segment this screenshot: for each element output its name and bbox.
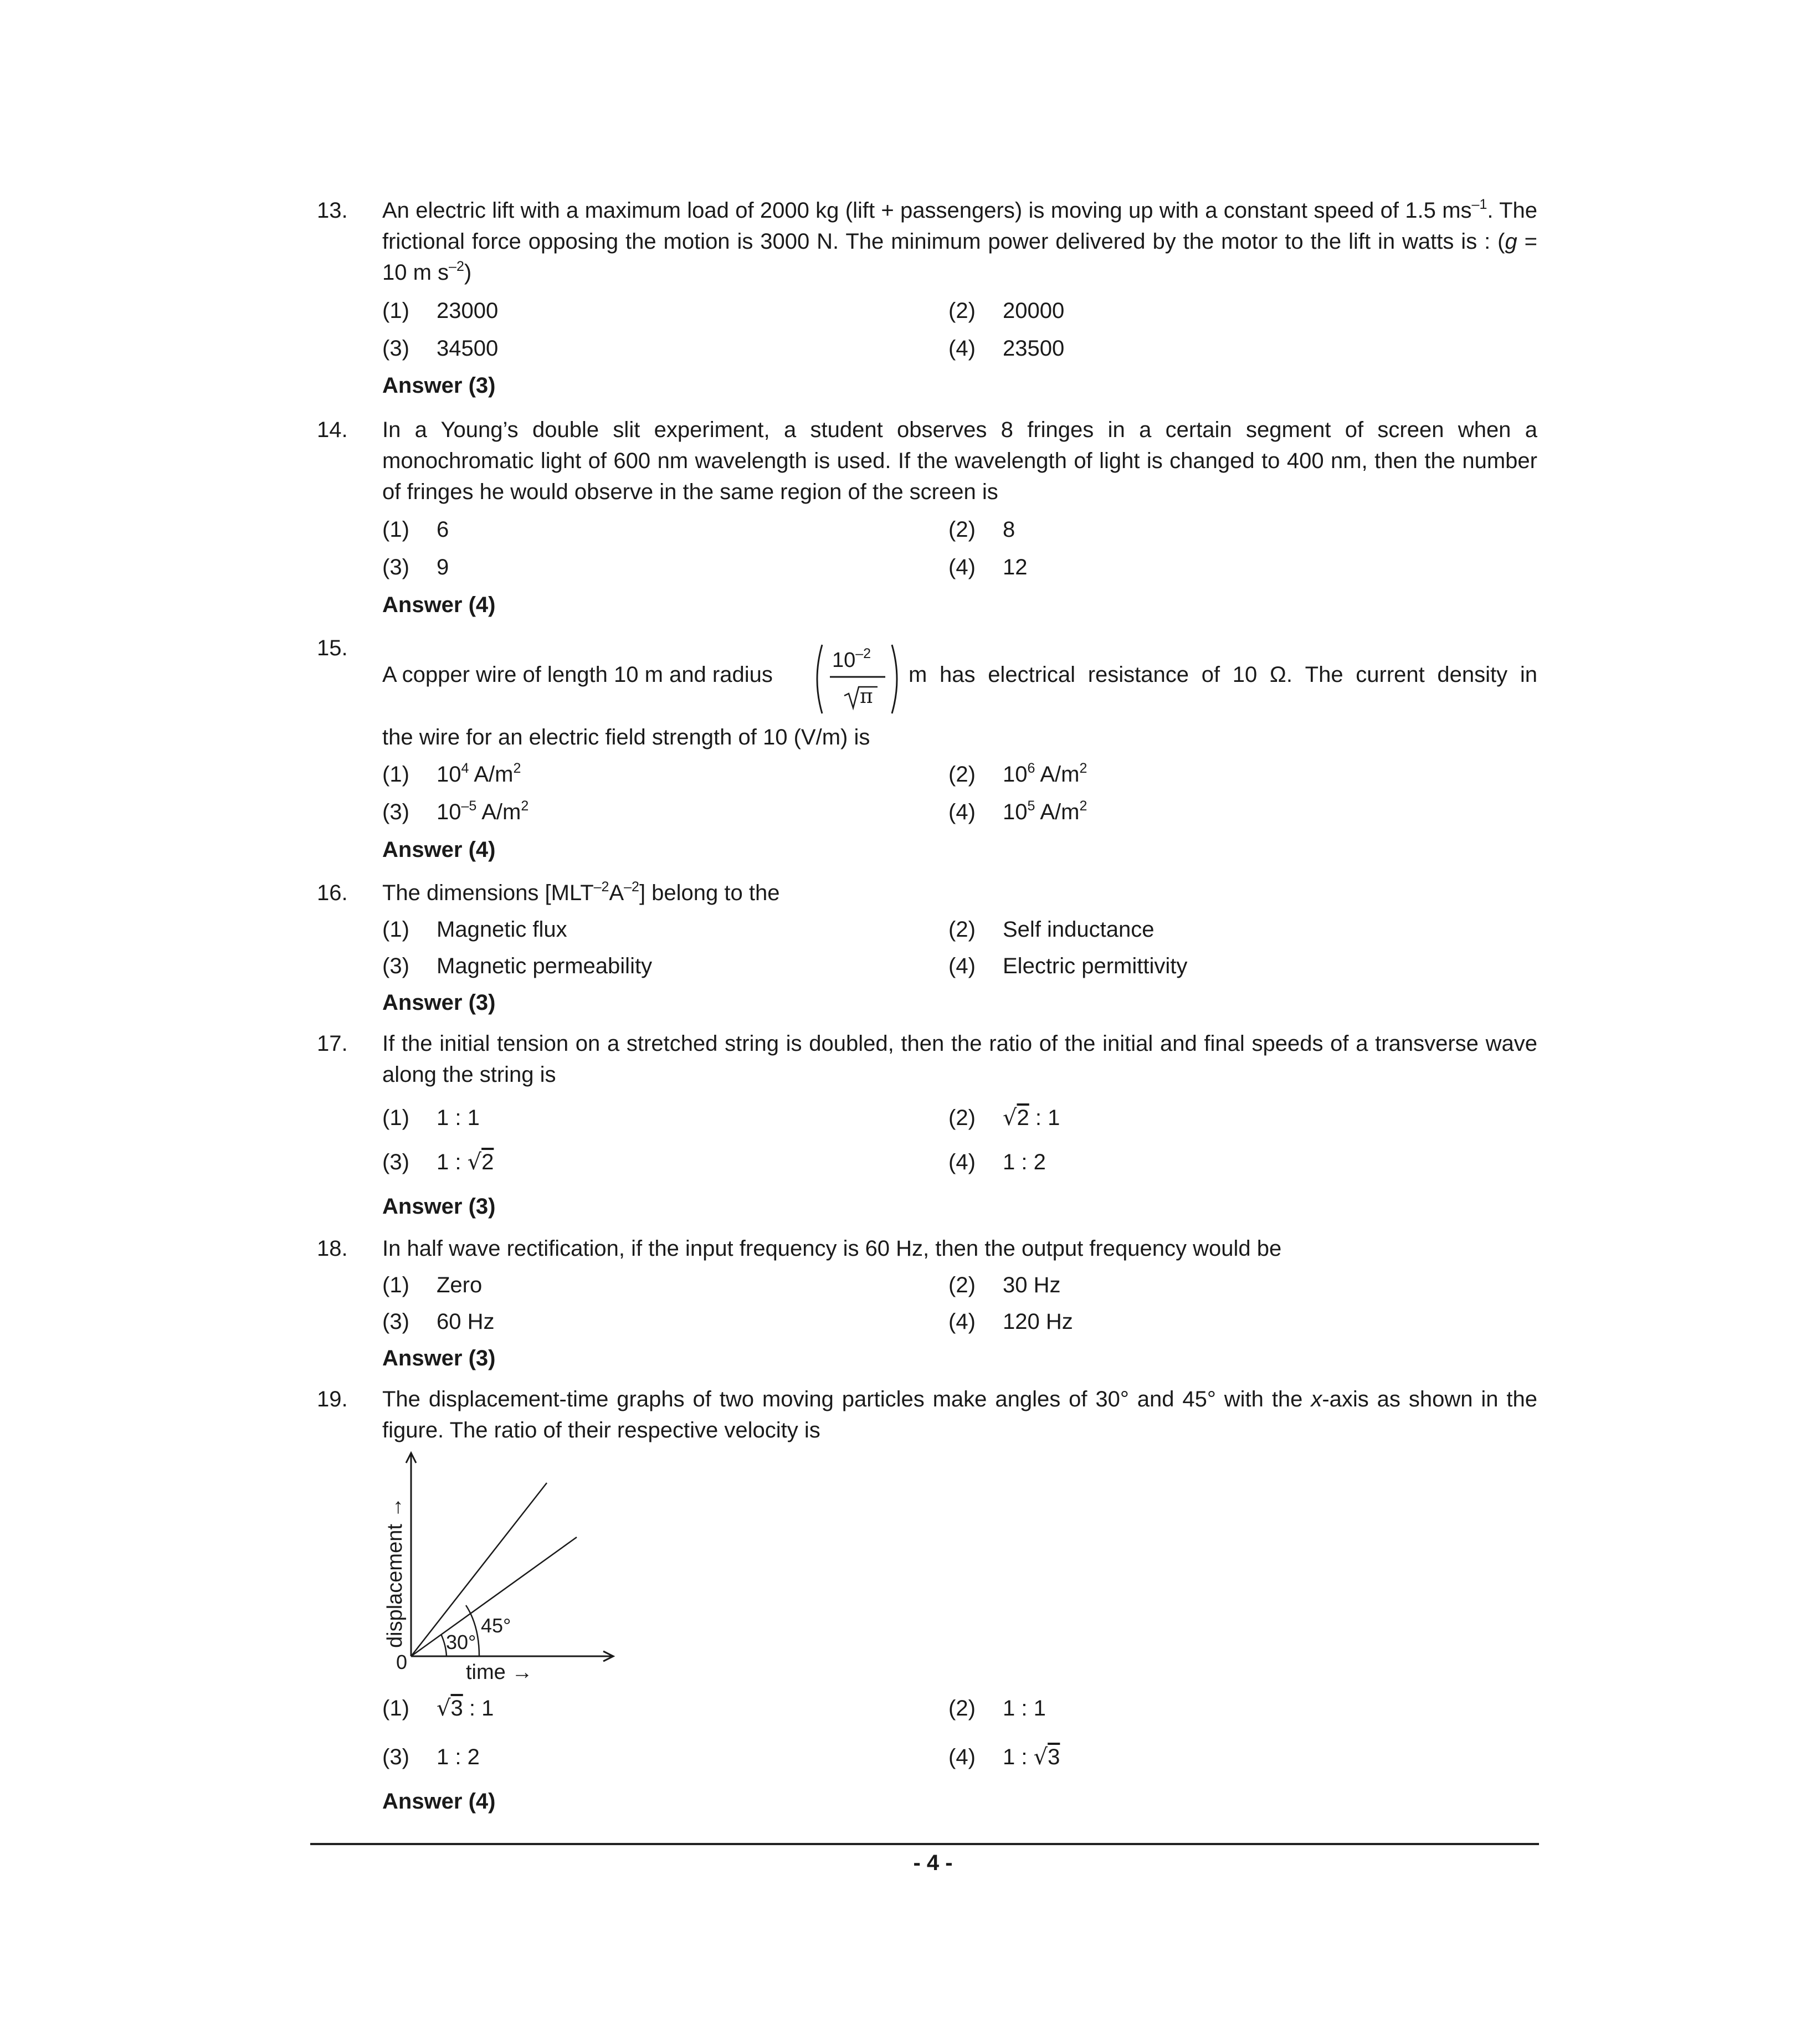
answer-label: Answer (3)	[382, 990, 496, 1015]
footer-divider	[310, 1843, 1539, 1845]
question-number: 13.	[317, 198, 348, 223]
question-text: In a Young’s double slit experiment, a student observes 8 fringes in a certain segment of screen when a monochromatic light of 600 nm wavelength is used. If the wavelength of light is changed to 400 nm, then the number of fringes he would observe in the same region of the screen is	[382, 418, 1537, 504]
question-number: 15.	[317, 636, 348, 660]
answer-label: Answer (3)	[382, 1194, 496, 1219]
answer-label: Answer (4)	[382, 838, 496, 862]
question-number: 19.	[317, 1387, 348, 1411]
answer-label: Answer (3)	[382, 373, 496, 398]
question-text: If the initial tension on a stretched string is doubled, then the ratio of the initial and final speeds of a transverse wave along the string is	[382, 1031, 1537, 1087]
question-number: 16.	[317, 881, 348, 905]
displacement-time-graph	[368, 1449, 623, 1681]
line-30-deg	[411, 1537, 577, 1656]
angle-label-45: 45°	[481, 1614, 511, 1637]
line-45-deg	[411, 1483, 547, 1656]
answer-label: Answer (4)	[382, 1789, 496, 1814]
question-number: 14.	[317, 418, 348, 442]
question-text: In half wave rectification, if the input frequency is 60 Hz, then the output frequency would be	[382, 1236, 1282, 1261]
question-text-line-1: A copper wire of length 10 m and radius $10^{-2}$ π m has electrical resistance of 10 Ω. The current density in	[382, 659, 1537, 692]
y-axis-label: displacement →	[383, 1497, 407, 1648]
question-text: The dimensions $[MLT^{-2}A^{-2}]$ belong to the	[382, 879, 780, 905]
question-text: The displacement-time graphs of two moving particles make angles of 30° and 45° with the x-axis as shown in the figure. The ratio of their respective velocity is	[382, 1387, 1537, 1442]
question-number: 18.	[317, 1236, 348, 1261]
origin-label: 0	[396, 1651, 408, 1673]
answer-label: Answer (4)	[382, 593, 496, 617]
question-text: An electric lift with a maximum load of 2000 kg (lift + passengers) is moving up with a constant speed of 1.5 $ms^{-1}$. The frictional force opposing the motion is 3000 N. The minimum power delivered by the motor to the lift in watts is : (g = 10 m $s^{-2}$)	[382, 197, 1537, 285]
angle-label-30: 30°	[446, 1631, 476, 1653]
answer-label: Answer (3)	[382, 1346, 496, 1370]
page-number: - 4 -	[913, 1851, 953, 1875]
question-number: 17.	[317, 1031, 348, 1056]
x-axis-label: time →	[466, 1661, 533, 1681]
question-text-line-2: the wire for an electric field strength of 10 (V/m) is	[382, 725, 870, 749]
radius-fraction: $10^{-2}$ π	[810, 643, 904, 716]
